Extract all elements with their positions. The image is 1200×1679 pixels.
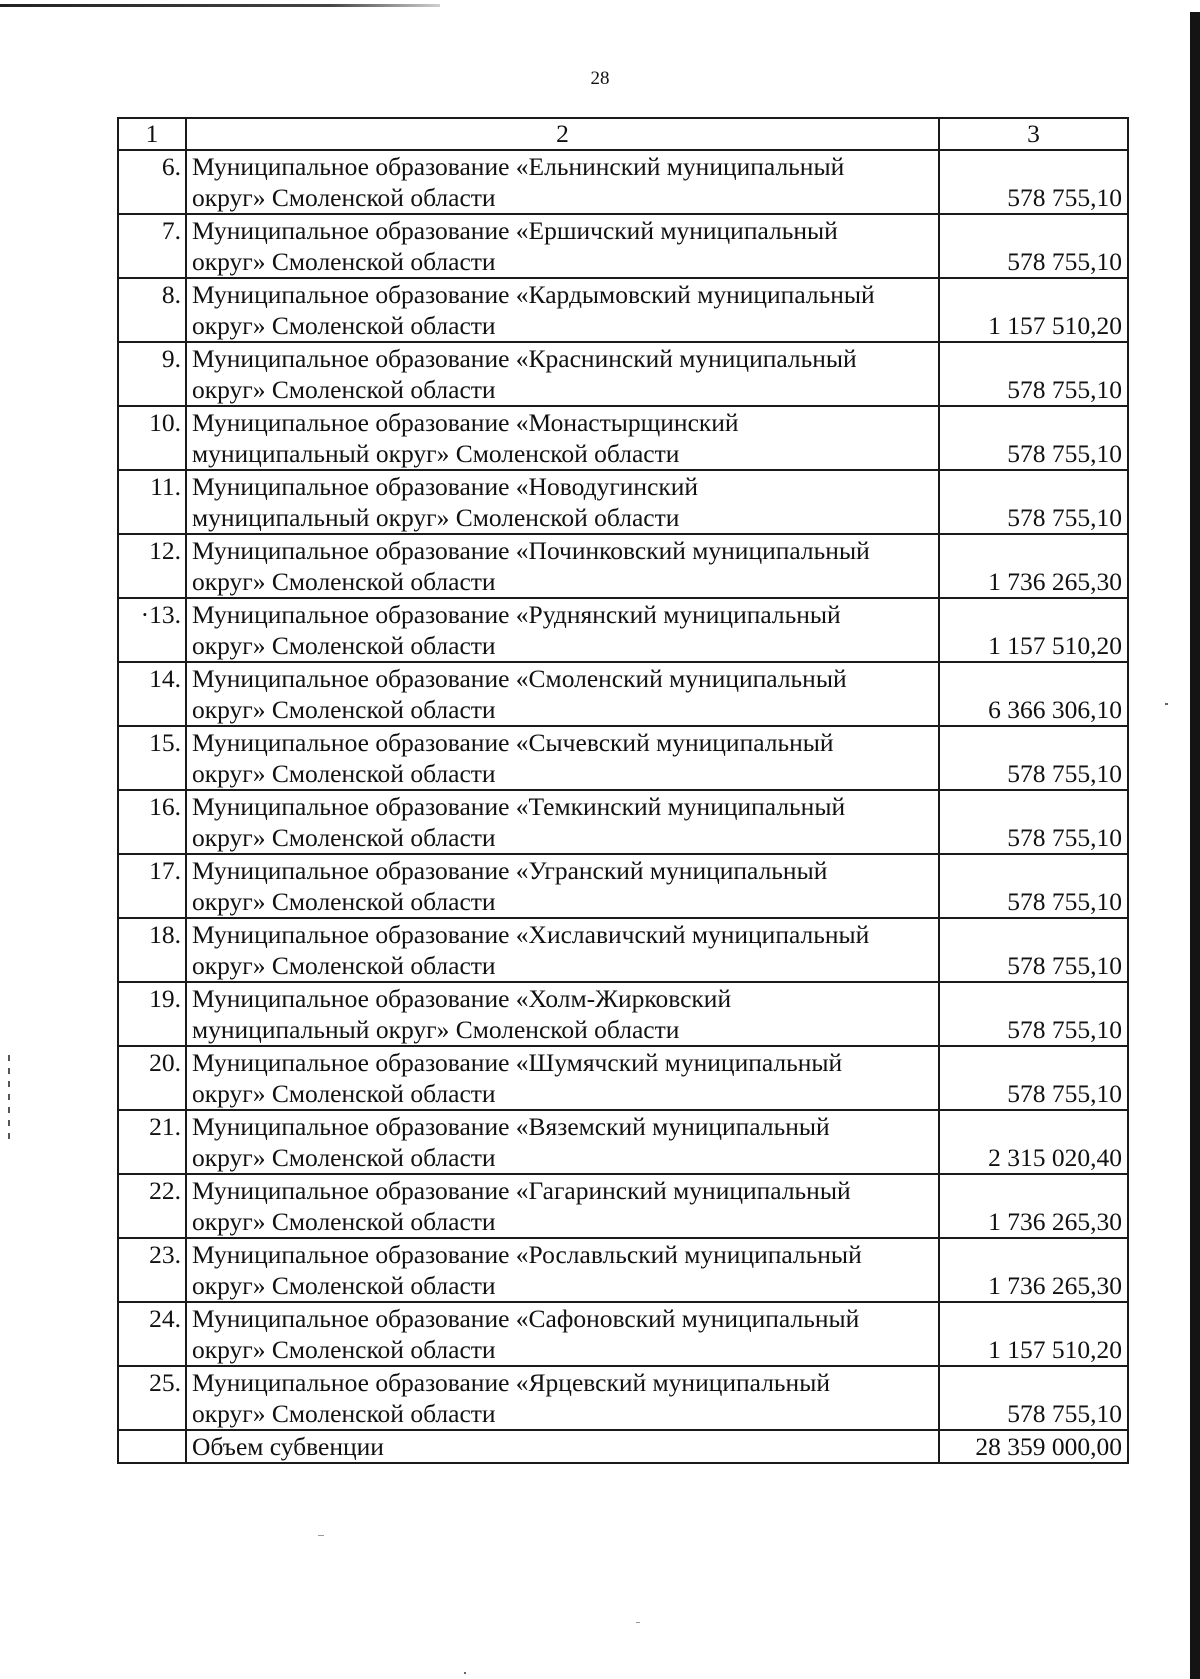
table-row xyxy=(118,598,1128,662)
table-row xyxy=(118,1046,1128,1110)
municipality-name-line: Муниципальное образование «Руднянский муниципальный xyxy=(192,600,841,629)
municipality-name xyxy=(186,1238,939,1302)
municipality-name xyxy=(186,470,939,534)
municipality-name-line: округ» Смоленской области xyxy=(192,1399,496,1428)
municipality-name-line: Муниципальное образование «Монастырщинский xyxy=(192,408,739,437)
table-row xyxy=(118,790,1128,854)
scan-dash-mark xyxy=(8,1055,10,1145)
subsidy-amount: 2 315 020,40 xyxy=(939,1110,1128,1174)
table-header-row xyxy=(118,118,1128,150)
municipality-name-line: муниципальный округ» Смоленской области xyxy=(192,503,680,532)
table-row xyxy=(118,278,1128,342)
row-number: 11. xyxy=(118,470,186,534)
municipality-name xyxy=(186,406,939,470)
municipality-name-line: округ» Смоленской области xyxy=(192,951,496,980)
municipality-name xyxy=(186,662,939,726)
subsidy-amount: 1 736 265,30 xyxy=(939,534,1128,598)
row-number: 22. xyxy=(118,1174,186,1238)
row-number: 21. xyxy=(118,1110,186,1174)
row-number: ·13. xyxy=(118,598,186,662)
row-number: 19. xyxy=(118,982,186,1046)
municipality-name-line: муниципальный округ» Смоленской области xyxy=(192,439,680,468)
municipality-name-line: округ» Смоленской области xyxy=(192,1271,496,1300)
table-row xyxy=(118,662,1128,726)
municipality-name xyxy=(186,1302,939,1366)
subsidy-amount: 578 755,10 xyxy=(939,982,1128,1046)
municipality-name-line: округ» Смоленской области xyxy=(192,375,496,404)
municipality-name-line: Муниципальное образование «Кардымовский муниципальный xyxy=(192,280,875,309)
municipality-name-line: Муниципальное образование «Шумячский муниципальный xyxy=(192,1048,843,1077)
scan-speck xyxy=(318,1535,324,1536)
subsidy-amount: 578 755,10 xyxy=(939,1366,1128,1430)
row-number: 18. xyxy=(118,918,186,982)
municipality-name-line: округ» Смоленской области xyxy=(192,695,496,724)
municipality-name-line: Муниципальное образование «Починковский муниципальный xyxy=(192,536,870,565)
table-row xyxy=(118,1366,1128,1430)
total-amount: 28 359 000,00 xyxy=(939,1430,1128,1463)
subsidy-amount: 578 755,10 xyxy=(939,918,1128,982)
subsidy-table xyxy=(117,117,1129,1464)
row-number: 7. xyxy=(118,214,186,278)
municipality-name xyxy=(186,342,939,406)
table-row xyxy=(118,1110,1128,1174)
row-number: 6. xyxy=(118,150,186,214)
row-number: 8. xyxy=(118,278,186,342)
table-row xyxy=(118,470,1128,534)
municipality-name-line: Муниципальное образование «Сычевский муниципальный xyxy=(192,728,834,757)
row-number: 20. xyxy=(118,1046,186,1110)
page-number: 28 xyxy=(590,68,610,89)
municipality-name xyxy=(186,790,939,854)
municipality-name-line: округ» Смоленской области xyxy=(192,759,496,788)
column-header-number: 1 xyxy=(118,118,186,150)
municipality-name xyxy=(186,918,939,982)
municipality-name xyxy=(186,854,939,918)
subsidy-amount: 1 157 510,20 xyxy=(939,278,1128,342)
municipality-name-line: округ» Смоленской области xyxy=(192,183,496,212)
scan-border-line xyxy=(0,4,440,7)
table-row xyxy=(118,150,1128,214)
municipality-name xyxy=(186,726,939,790)
subsidy-amount: 578 755,10 xyxy=(939,470,1128,534)
total-label: Объем субвенции xyxy=(186,1430,939,1463)
subsidy-amount: 578 755,10 xyxy=(939,214,1128,278)
municipality-name-line: округ» Смоленской области xyxy=(192,247,496,276)
subsidy-amount: 1 736 265,30 xyxy=(939,1174,1128,1238)
table-row xyxy=(118,342,1128,406)
total-number-cell xyxy=(118,1430,186,1463)
subsidy-amount: 6 366 306,10 xyxy=(939,662,1128,726)
table-body xyxy=(118,118,1128,1463)
municipality-name xyxy=(186,1110,939,1174)
subsidy-amount: 578 755,10 xyxy=(939,726,1128,790)
row-number: 12. xyxy=(118,534,186,598)
row-number: 23. xyxy=(118,1238,186,1302)
scan-edge-shadow xyxy=(1190,12,1200,1679)
municipality-name-line: Муниципальное образование «Сафоновский муниципальный xyxy=(192,1304,860,1333)
municipality-name xyxy=(186,1174,939,1238)
row-number: 24. xyxy=(118,1302,186,1366)
table-row xyxy=(118,1302,1128,1366)
municipality-name-line: Муниципальное образование «Рославльский муниципальный xyxy=(192,1240,862,1269)
subsidy-amount: 1 736 265,30 xyxy=(939,1238,1128,1302)
municipality-name-line: Муниципальное образование «Ярцевский муниципальный xyxy=(192,1368,830,1397)
table-row xyxy=(118,982,1128,1046)
municipality-name-line: округ» Смоленской области xyxy=(192,1207,496,1236)
table-row xyxy=(118,726,1128,790)
municipality-name-line: Муниципальное образование «Ельнинский муниципальный xyxy=(192,152,845,181)
municipality-name-line: Муниципальное образование «Вяземский муниципальный xyxy=(192,1112,830,1141)
scan-speck xyxy=(1165,703,1168,705)
municipality-name xyxy=(186,1366,939,1430)
municipality-name-line: округ» Смоленской области xyxy=(192,1143,496,1172)
municipality-name-line: муниципальный округ» Смоленской области xyxy=(192,1015,680,1044)
municipality-name xyxy=(186,982,939,1046)
table-row xyxy=(118,534,1128,598)
subsidy-amount: 1 157 510,20 xyxy=(939,1302,1128,1366)
row-number: 9. xyxy=(118,342,186,406)
subsidy-amount: 578 755,10 xyxy=(939,342,1128,406)
table-row xyxy=(118,214,1128,278)
municipality-name-line: Муниципальное образование «Краснинский муниципальный xyxy=(192,344,857,373)
municipality-name-line: Муниципальное образование «Хиславичский муниципальный xyxy=(192,920,870,949)
municipality-name-line: Муниципальное образование «Угранский муниципальный xyxy=(192,856,828,885)
row-number: 25. xyxy=(118,1366,186,1430)
municipality-name-line: Муниципальное образование «Смоленский муниципальный xyxy=(192,664,847,693)
row-number: 17. xyxy=(118,854,186,918)
table-row xyxy=(118,918,1128,982)
municipality-name xyxy=(186,1046,939,1110)
municipality-name-line: округ» Смоленской области xyxy=(192,887,496,916)
municipality-name xyxy=(186,534,939,598)
municipality-name xyxy=(186,598,939,662)
municipality-name-line: Муниципальное образование «Новодугинский xyxy=(192,472,699,501)
municipality-name-line: округ» Смоленской области xyxy=(192,567,496,596)
municipality-name-line: округ» Смоленской области xyxy=(192,1079,496,1108)
municipality-name xyxy=(186,150,939,214)
subsidy-amount: 578 755,10 xyxy=(939,150,1128,214)
row-number: 14. xyxy=(118,662,186,726)
subsidy-amount: 578 755,10 xyxy=(939,790,1128,854)
municipality-name-line: округ» Смоленской области xyxy=(192,311,496,340)
table-row xyxy=(118,1174,1128,1238)
column-header-amount: 3 xyxy=(939,118,1128,150)
subsidy-amount: 1 157 510,20 xyxy=(939,598,1128,662)
row-number: 15. xyxy=(118,726,186,790)
scan-speck xyxy=(464,1672,466,1674)
scan-speck xyxy=(636,1622,640,1623)
row-number: 10. xyxy=(118,406,186,470)
municipality-name xyxy=(186,214,939,278)
table-row xyxy=(118,854,1128,918)
subsidy-amount: 578 755,10 xyxy=(939,1046,1128,1110)
total-row xyxy=(118,1430,1128,1463)
municipality-name-line: Муниципальное образование «Темкинский муниципальный xyxy=(192,792,846,821)
municipality-name-line: Муниципальное образование «Гагаринский муниципальный xyxy=(192,1176,851,1205)
municipality-name-line: Муниципальное образование «Ершичский муниципальный xyxy=(192,216,838,245)
municipality-name-line: округ» Смоленской области xyxy=(192,823,496,852)
municipality-name-line: округ» Смоленской области xyxy=(192,631,496,660)
table-row xyxy=(118,1238,1128,1302)
subsidy-amount: 578 755,10 xyxy=(939,854,1128,918)
municipality-name-line: Муниципальное образование «Холм-Жирковский xyxy=(192,984,732,1013)
table-row xyxy=(118,406,1128,470)
subsidy-amount: 578 755,10 xyxy=(939,406,1128,470)
municipality-name xyxy=(186,278,939,342)
municipality-name-line: округ» Смоленской области xyxy=(192,1335,496,1364)
row-number: 16. xyxy=(118,790,186,854)
column-header-name: 2 xyxy=(186,118,939,150)
